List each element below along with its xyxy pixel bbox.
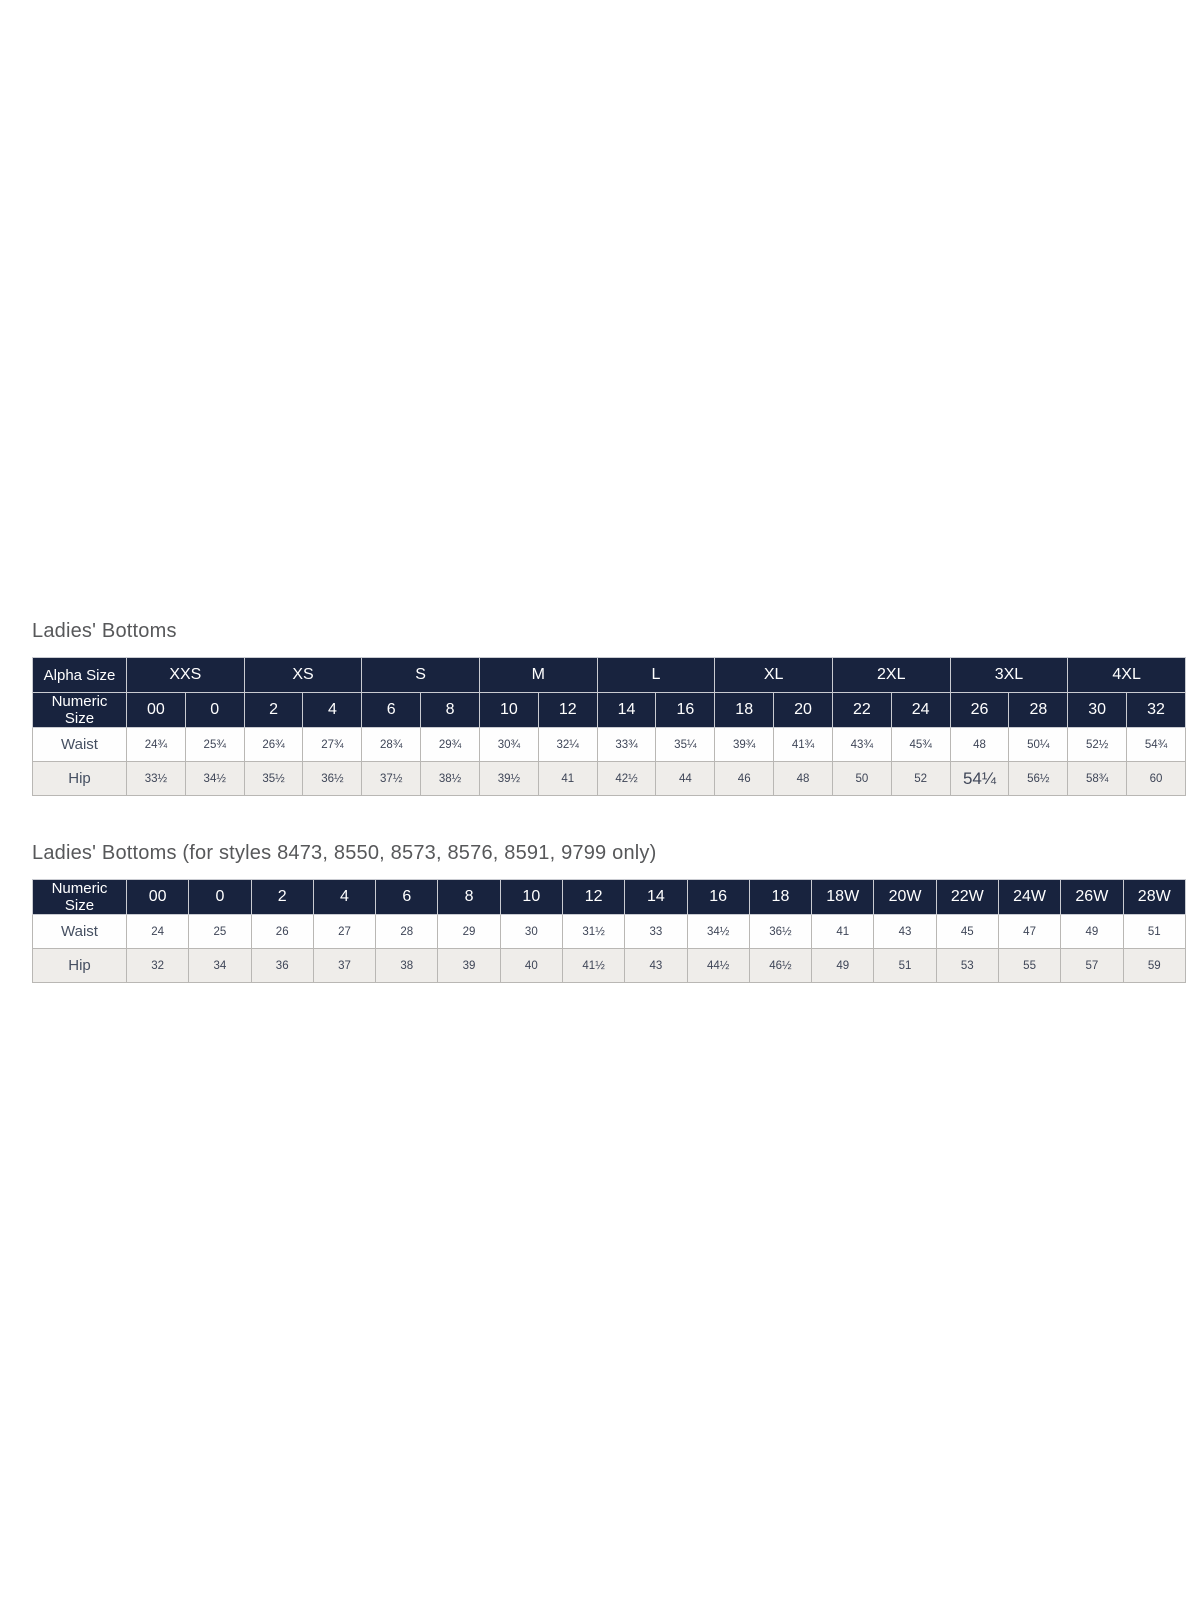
value-cell: 24W [998,880,1060,915]
value-cell: 57 [1061,949,1123,983]
ladies-bottoms-size-table [32,657,1186,796]
value-cell: 51 [1123,915,1186,949]
value-cell: 27¾ [303,728,362,762]
value-cell: 0 [189,880,251,915]
numeric-size-label: Numeric Size [33,880,127,915]
value-cell: 34½ [687,915,749,949]
value-cell: 33¾ [597,728,656,762]
value-cell: S [362,658,480,693]
value-cell: 41½ [562,949,624,983]
value-cell: 16 [656,693,715,728]
size-chart-page [32,620,1186,983]
value-cell: 59 [1123,949,1186,983]
value-cell: 26 [251,915,313,949]
value-cell: 35¼ [656,728,715,762]
value-cell: 47 [998,915,1060,949]
value-cell: 37 [313,949,375,983]
value-cell: 24 [127,915,189,949]
section-title-ladies-bottoms: Ladies' Bottoms [32,620,177,642]
ladies-bottoms-styles-size-table [32,879,1186,983]
value-cell: 38½ [421,762,480,796]
alpha-size-label: Alpha Size [33,658,127,693]
value-cell: XL [715,658,833,693]
waist-row [33,915,1186,949]
value-cell: 24 [891,693,950,728]
numeric-size-row [33,880,1186,915]
value-cell: L [597,658,715,693]
value-cell: 14 [625,880,687,915]
value-cell: 22 [832,693,891,728]
value-cell: 49 [1061,915,1123,949]
value-cell: 33½ [127,762,186,796]
value-cell: 18W [812,880,874,915]
value-cell: 29 [438,915,500,949]
value-cell: 37½ [362,762,421,796]
value-cell: 24¾ [127,728,186,762]
value-cell: 43 [625,949,687,983]
value-cell: 16 [687,880,749,915]
value-cell: 33 [625,915,687,949]
value-cell: 48 [774,762,833,796]
value-cell: 55 [998,949,1060,983]
value-cell: 14 [597,693,656,728]
value-cell: 35½ [244,762,303,796]
value-cell: 36½ [749,915,811,949]
value-cell: 39¾ [715,728,774,762]
value-cell: 54¼ [950,762,1009,796]
value-cell: 41¾ [774,728,833,762]
value-cell: 52 [891,762,950,796]
value-cell: 26 [950,693,1009,728]
value-cell: 18 [749,880,811,915]
numeric-size-label: Numeric Size [33,693,127,728]
value-cell: 54¾ [1127,728,1186,762]
value-cell: 3XL [950,658,1068,693]
value-cell: 10 [500,880,562,915]
value-cell: 31½ [562,915,624,949]
value-cell: 45¾ [891,728,950,762]
value-cell: 50¼ [1009,728,1068,762]
value-cell: 39 [438,949,500,983]
value-cell: 45 [936,915,998,949]
value-cell: 2 [244,693,303,728]
value-cell: 30 [500,915,562,949]
value-cell: 53 [936,949,998,983]
value-cell: 56½ [1009,762,1068,796]
value-cell: 28 [376,915,438,949]
value-cell: 41 [812,915,874,949]
value-cell: 20 [774,693,833,728]
value-cell: 20W [874,880,936,915]
value-cell: 00 [127,693,186,728]
waist-label: Waist [33,915,127,949]
value-cell: 38 [376,949,438,983]
hip-row [33,762,1186,796]
value-cell: 29¾ [421,728,480,762]
value-cell: 44½ [687,949,749,983]
hip-label: Hip [33,762,127,796]
waist-label: Waist [33,728,127,762]
section-title-ladies-bottoms-styles: Ladies' Bottoms (for styles 8473, 8550, 8573, 8576, 8591, 9799 only) [32,842,657,864]
value-cell: 60 [1127,762,1186,796]
value-cell: 28W [1123,880,1186,915]
value-cell: 22W [936,880,998,915]
value-cell: 12 [538,693,597,728]
value-cell: 26¾ [244,728,303,762]
value-cell: 6 [376,880,438,915]
value-cell: 46 [715,762,774,796]
value-cell: 8 [438,880,500,915]
value-cell: 52½ [1068,728,1127,762]
value-cell: 26W [1061,880,1123,915]
value-cell: 0 [185,693,244,728]
value-cell: 32 [1127,693,1186,728]
value-cell: 30 [1068,693,1127,728]
waist-row [33,728,1186,762]
value-cell: 34½ [185,762,244,796]
value-cell: 4XL [1068,658,1186,693]
value-cell: 8 [421,693,480,728]
value-cell: 4 [303,693,362,728]
value-cell: 40 [500,949,562,983]
value-cell: 36½ [303,762,362,796]
value-cell: 4 [313,880,375,915]
value-cell: XS [244,658,362,693]
alpha-size-row [33,658,1186,693]
value-cell: 48 [950,728,1009,762]
value-cell: 10 [479,693,538,728]
value-cell: 41 [538,762,597,796]
value-cell: 58¾ [1068,762,1127,796]
value-cell: XXS [127,658,245,693]
value-cell: 43 [874,915,936,949]
value-cell: 34 [189,949,251,983]
value-cell: 2 [251,880,313,915]
value-cell: 6 [362,693,421,728]
value-cell: 32 [127,949,189,983]
value-cell: 43¾ [832,728,891,762]
value-cell: 39½ [479,762,538,796]
value-cell: 28 [1009,693,1068,728]
value-cell: 00 [127,880,189,915]
numeric-size-row [33,693,1186,728]
value-cell: 46½ [749,949,811,983]
value-cell: 44 [656,762,715,796]
value-cell: 18 [715,693,774,728]
hip-row [33,949,1186,983]
value-cell: 25¾ [185,728,244,762]
hip-label: Hip [33,949,127,983]
value-cell: 42½ [597,762,656,796]
value-cell: 36 [251,949,313,983]
value-cell: 50 [832,762,891,796]
value-cell: 27 [313,915,375,949]
value-cell: 49 [812,949,874,983]
value-cell: M [479,658,597,693]
value-cell: 28¾ [362,728,421,762]
value-cell: 30¾ [479,728,538,762]
value-cell: 12 [562,880,624,915]
value-cell: 51 [874,949,936,983]
value-cell: 2XL [832,658,950,693]
value-cell: 25 [189,915,251,949]
value-cell: 32¼ [538,728,597,762]
